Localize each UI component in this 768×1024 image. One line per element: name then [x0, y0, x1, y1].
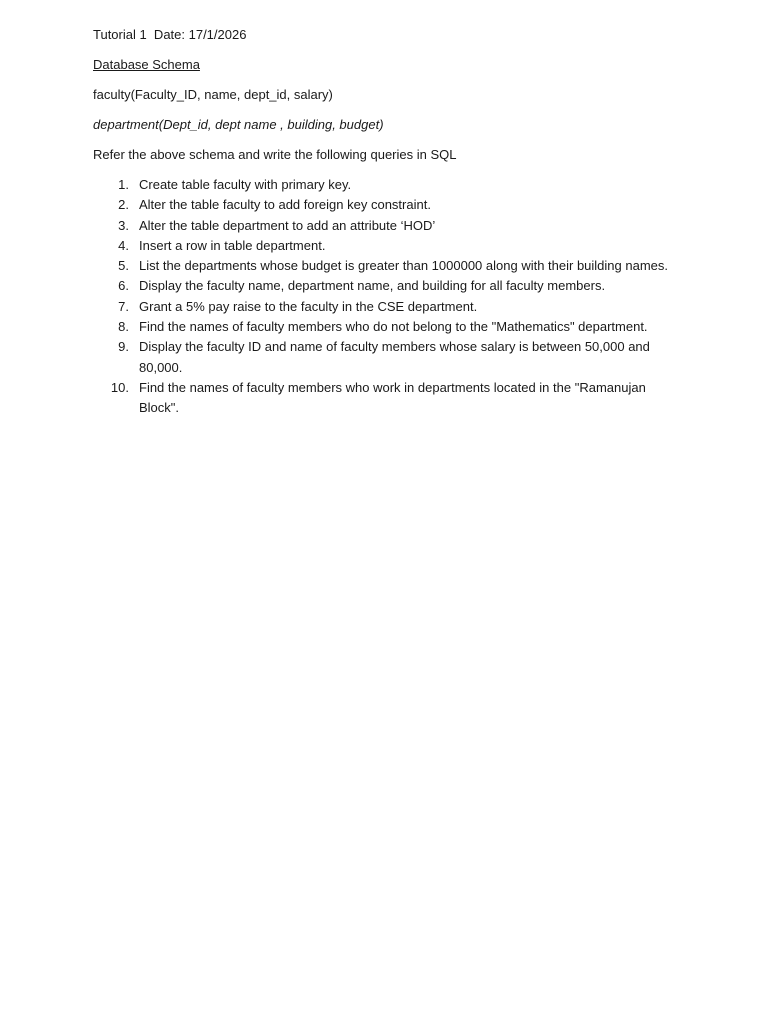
question-text: Find the names of faculty members who do not belong to the "Mathematics" department. — [139, 319, 648, 334]
question-text: Alter the table department to add an attribute ‘HOD’ — [139, 217, 436, 233]
question-item — [93, 216, 683, 236]
question-number: 7. — [118, 298, 129, 314]
question-item — [93, 256, 683, 276]
question-list — [93, 175, 683, 419]
question-number: 10. — [110, 379, 129, 395]
question-item — [93, 378, 683, 419]
question-item — [93, 297, 683, 317]
question-number: 3. — [118, 217, 129, 233]
schema-heading: Database Schema — [93, 56, 200, 72]
question-text: Alter the table faculty to add foreign key constraint. — [139, 197, 431, 213]
question-text: Create table faculty with primary key. — [139, 176, 352, 192]
question-number: 9. — [118, 339, 129, 355]
instruction-text: Refer the above schema and write the following queries in SQL — [93, 146, 457, 162]
question-text: Display the faculty name, department name, and building for all faculty members. — [139, 278, 606, 294]
question-item — [93, 337, 683, 378]
question-number: 1. — [118, 176, 129, 192]
question-item — [93, 195, 683, 215]
question-number: 6. — [118, 278, 129, 294]
question-text: Find the names of faculty members who work in departments located in the "Ramanujan Block". — [139, 379, 646, 416]
document-page — [93, 25, 683, 418]
question-text: Grant a 5% pay raise to the faculty in the CSE department. — [139, 298, 478, 314]
question-number: 8. — [118, 319, 129, 334]
question-text: Display the faculty ID and name of faculty members whose salary is between 50,000 and 80,000. — [139, 339, 650, 375]
question-number: 5. — [118, 258, 129, 274]
header-line: Tutorial 1 Date: 17/1/2026 — [93, 27, 247, 42]
question-item — [93, 175, 683, 195]
question-item — [93, 317, 683, 337]
question-number: 4. — [118, 237, 129, 253]
question-text: List the departments whose budget is greater than 1000000 along with their building names. — [139, 258, 669, 274]
question-item — [93, 276, 683, 296]
question-number: 2. — [118, 197, 129, 213]
department-schema: department(Dept_id, dept name , building, budget) — [93, 116, 384, 132]
question-text: Insert a row in table department. — [139, 237, 326, 253]
question-item — [93, 236, 683, 256]
faculty-schema: faculty(Faculty_ID, name, dept_id, salary) — [93, 86, 333, 102]
